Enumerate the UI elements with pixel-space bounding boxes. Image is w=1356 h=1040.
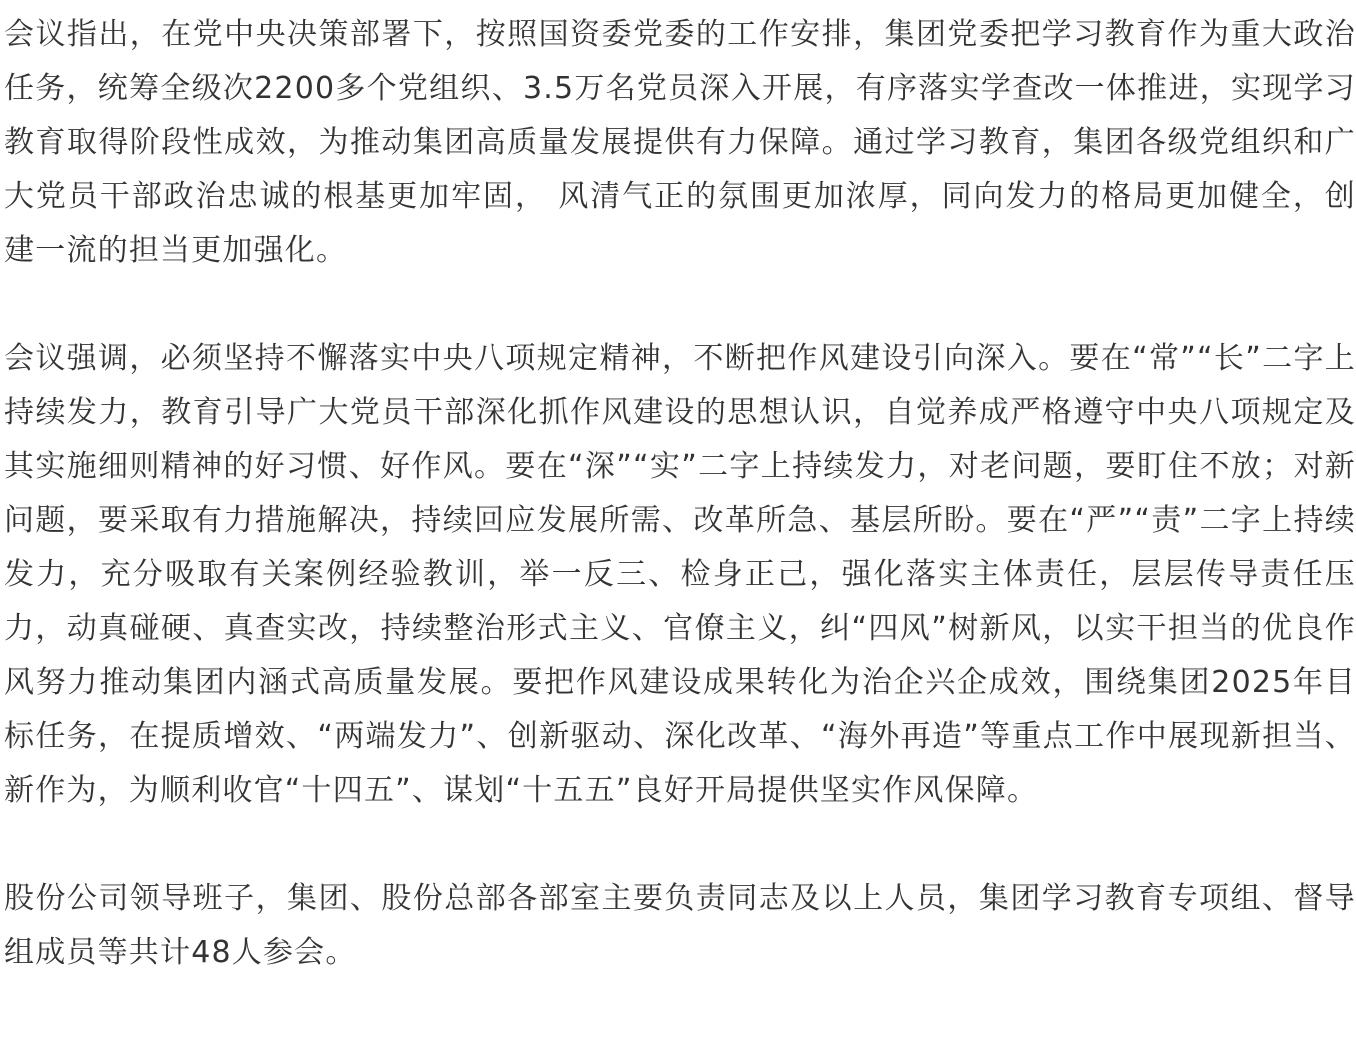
paragraph-attendees: 股份公司领导班子，集团、股份总部各部室主要负责同志及以上人员，集团学习教育专项组、督导组成员等共计48人参会。 [4,881,1356,970]
paragraph-meeting-summary: 会议指出，在党中央决策部署下，按照国资委党委的工作安排，集团党委把学习教育作为重大政治任务，统筹全级次2200多个党组织、3.5万名党员深入开展，有序落实学查改一体推进，实现学习教育取得阶段性成效，为推动集团高质量发展提供有力保障。通过学习教育，集团各级党组织和广大党员干部政治忠诚的根基更加牢固， 风清气正的氛围更加浓厚，同向发力的格局更加健全，创建一流的担当更加强化。 [4,17,1356,268]
paragraph-meeting-emphasis: 会议强调，必须坚持不懈落实中央八项规定精神，不断把作风建设引向深入。要在“常”“长”二字上持续发力，教育引导广大党员干部深化抓作风建设的思想认识，自觉养成严格遵守中央八项规定及其实施细则精神的好习惯、好作风。要在“深”“实”二字上持续发力，对老问题，要盯住不放；对新问题，要采取有力措施解决，持续回应发展所需、改革所急、基层所盼。要在“严”“责”二字上持续发力，充分吸取有关案例经验教训，举一反三、检身正己，强化落实主体责任，层层传导责任压力，动真碰硬、真查实改，持续整治形式主义、官僚主义，纠“四风”树新风，以实干担当的优良作风努力推动集团内涵式高质量发展。要把作风建设成果转化为治企兴企成效，围绕集团2025年目标任务，在提质增效、“两端发力”、创新驱动、深化改革、“海外再造”等重点工作中展现新担当、新作为，为顺利收官“十四五”、谋划“十五五”良好开局提供坚实作风保障。 [4,341,1356,808]
